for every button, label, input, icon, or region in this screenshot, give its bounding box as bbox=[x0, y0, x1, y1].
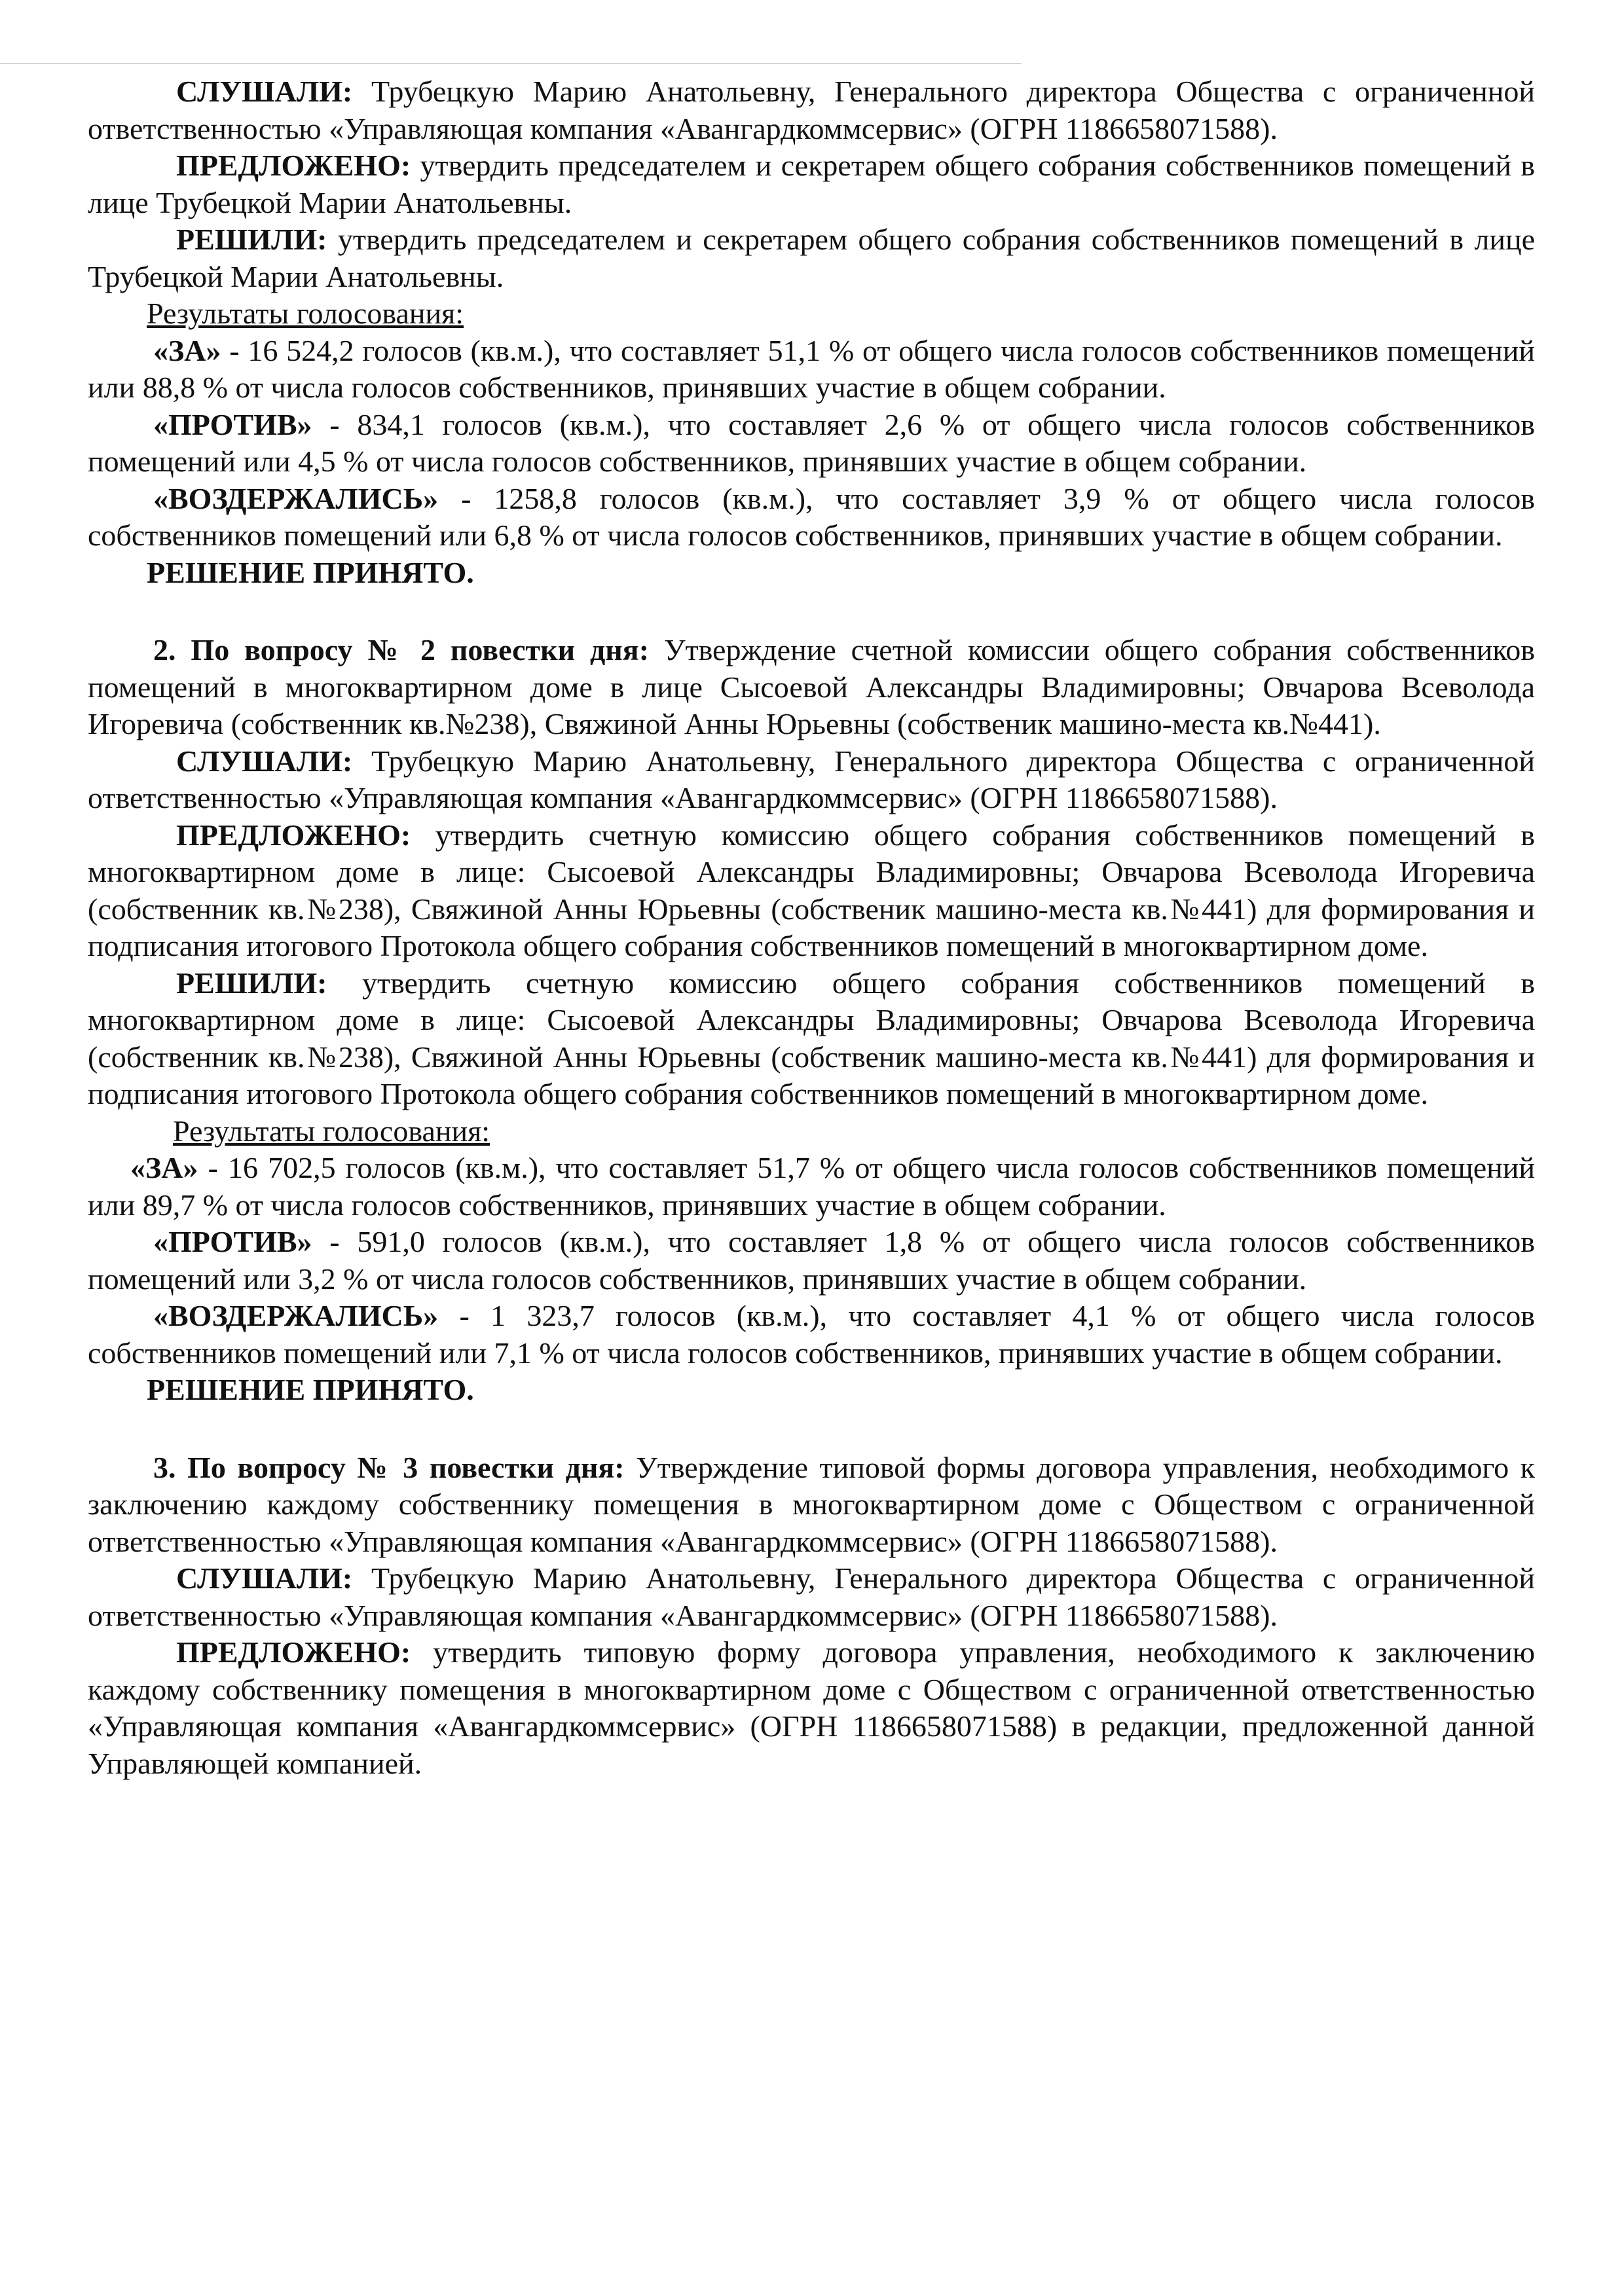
q1-results-label: Результаты голосования: bbox=[147, 297, 464, 330]
q3-heading-label: 3. По вопросу № 3 повестки дня: bbox=[153, 1450, 625, 1484]
q1-against-paragraph bbox=[88, 407, 1535, 481]
q2-decision: РЕШЕНИЕ ПРИНЯТО. bbox=[147, 1373, 474, 1406]
q3-proposed-paragraph bbox=[88, 1634, 1535, 1782]
q3-heard-text: Трубецкую Марию Анатольевну, Генерального директора Общества с ограниченной ответственностью «Управляющая компания «Авангардкоммсервис» (ОГРН 1186658071588). bbox=[88, 1561, 1536, 1632]
q3-heading-paragraph bbox=[88, 1449, 1535, 1561]
q2-heading-text: Утверждение счетной комиссии общего собрания собственников помещений в многоквартирном доме в лице Сысоевой Александры Владимировны; Овчарова Всеволода Игоревича (собственник кв.№238), Свяжиной Анны Юрьевны (собственик машино-места кв.№441). bbox=[88, 633, 1536, 740]
q2-heading-label: 2. По вопросу № 2 повестки дня: bbox=[153, 633, 650, 666]
q1-decided-label: РЕШИЛИ: bbox=[176, 223, 327, 256]
q1-proposed-paragraph bbox=[88, 147, 1535, 221]
section-gap bbox=[88, 591, 1535, 632]
q1-abstain-text: - 1258,8 голосов (кв.м.), что составляет 3,9 % от общего числа голосов собственников помещений или 6,8 % от числа голосов собственников, принявших участие в общем собрании. bbox=[88, 481, 1535, 552]
q3-heard-paragraph bbox=[88, 1560, 1535, 1634]
q2-against-paragraph bbox=[88, 1224, 1535, 1298]
q1-heard-paragraph bbox=[88, 73, 1535, 147]
q1-proposed-text: утвердить председателем и секретарем общего собрания собственников помещений в лице Трубецкой Марии Анатольевны. bbox=[88, 149, 1535, 219]
q3-heard-label: СЛУШАЛИ: bbox=[176, 1561, 353, 1595]
q3-heading-text: Утверждение типовой формы договора управления, необходимого к заключению каждому собственнику помещения в многоквартирном доме с Обществом с ограниченной ответственностью «Управляющая компания «Авангардкоммсервис» (ОГРН 1186658071588). bbox=[88, 1450, 1536, 1558]
q2-for-label: «ЗА» bbox=[130, 1151, 198, 1184]
q2-for-paragraph bbox=[88, 1150, 1535, 1224]
q1-abstain-label: «ВОЗДЕРЖАЛИСЬ» bbox=[153, 481, 439, 515]
q1-for-text: - 16 524,2 голосов (кв.м.), что составляет 51,1 % от общего числа голосов собственников помещений или 88,8 % от числа голосов собственников, принявших участие в общем собрании. bbox=[88, 333, 1536, 404]
q1-decision: РЕШЕНИЕ ПРИНЯТО. bbox=[147, 555, 474, 589]
q2-proposed-label: ПРЕДЛОЖЕНО: bbox=[176, 818, 411, 852]
q2-proposed-paragraph bbox=[88, 817, 1535, 965]
q2-for-text: - 16 702,5 голосов (кв.м.), что составляет 51,7 % от общего числа голосов собственников помещений или 89,7 % от числа голосов собственников, принявших участие в общем собрании. bbox=[88, 1151, 1536, 1222]
q1-proposed-label: ПРЕДЛОЖЕНО: bbox=[176, 149, 411, 182]
q1-decided-paragraph bbox=[88, 221, 1535, 295]
q3-proposed-text: утвердить типовую форму договора управления, необходимого к заключению каждому собственнику помещения в многоквартирном доме с Обществом с ограниченной ответственностью «Управляющая компания «Авангардкоммсервис» (ОГРН 1186658071588) в редакции, предложенной данной Управляющей компанией. bbox=[88, 1635, 1535, 1780]
q2-proposed-text: утвердить счетную комиссию общего собрания собственников помещений в многоквартирном доме в лице: Сысоевой Александры Владимировны; Овчарова Всеволода Игоревича (собственник кв.№238), Свяжиной Анны Юрьевны (собственик машино-места кв.№441) для формирования и подписания итогового Протокола общего собрания собственников помещений в многоквартирном доме. bbox=[88, 818, 1535, 962]
q2-decided-paragraph bbox=[88, 965, 1535, 1113]
q1-heard-text: Трубецкую Марию Анатольевну, Генерального директора Общества с ограниченной ответственностью «Управляющая компания «Авангардкоммсервис» (ОГРН 1186658071588). bbox=[88, 75, 1536, 145]
q1-for-paragraph bbox=[88, 333, 1535, 407]
q2-heading-paragraph bbox=[88, 632, 1535, 743]
q1-for-label: «ЗА» bbox=[153, 333, 221, 367]
q2-heard-label: СЛУШАЛИ: bbox=[176, 744, 353, 778]
q2-against-text: - 591,0 голосов (кв.м.), что составляет 1,8 % от общего числа голосов собственников помещений или 3,2 % от числа голосов собственников, принявших участие в общем собрании. bbox=[88, 1225, 1536, 1296]
q2-abstain-paragraph bbox=[88, 1298, 1535, 1372]
q1-decided-text: утвердить председателем и секретарем общего собрания собственников помещений в лице Трубецкой Марии Анатольевны. bbox=[88, 223, 1536, 293]
q2-against-label: «ПРОТИВ» bbox=[153, 1225, 312, 1258]
q2-heard-text: Трубецкую Марию Анатольевну, Генерального директора Общества с ограниченной ответственностью «Управляющая компания «Авангардкоммсервис» (ОГРН 1186658071588). bbox=[88, 744, 1536, 814]
scan-edge-mark bbox=[0, 63, 1022, 64]
q3-proposed-label: ПРЕДЛОЖЕНО: bbox=[176, 1635, 411, 1669]
q1-against-text: - 834,1 голосов (кв.м.), что составляет 2,6 % от общего числа голосов собственников помещений или 4,5 % от числа голосов собственников, принявших участие в общем собрании. bbox=[88, 407, 1536, 478]
q2-abstain-label: «ВОЗДЕРЖАЛИСЬ» bbox=[153, 1299, 439, 1332]
document-page bbox=[88, 73, 1535, 1782]
section-gap bbox=[88, 1409, 1535, 1449]
q1-heard-label: СЛУШАЛИ: bbox=[176, 75, 353, 108]
q2-decided-label: РЕШИЛИ: bbox=[176, 966, 327, 1000]
q1-abstain-paragraph bbox=[88, 481, 1535, 555]
q2-results-label: Результаты голосования: bbox=[173, 1114, 490, 1148]
q2-decided-text: утвердить счетную комиссию общего собрания собственников помещений в многоквартирном доме в лице: Сысоевой Александры Владимировны; Овчарова Всеволода Игоревича (собственник кв.№238), Свяжиной Анны Юрьевны (собственик машино-места кв.№441) для формирования и подписания итогового Протокола общего собрания собственников помещений в многоквартирном доме. bbox=[88, 966, 1536, 1110]
q2-abstain-text: - 1 323,7 голосов (кв.м.), что составляет 4,1 % от общего числа голосов собственников помещений или 7,1 % от числа голосов собственников, принявших участие в общем собрании. bbox=[88, 1299, 1535, 1370]
q2-heard-paragraph bbox=[88, 743, 1535, 817]
q1-against-label: «ПРОТИВ» bbox=[153, 407, 312, 441]
